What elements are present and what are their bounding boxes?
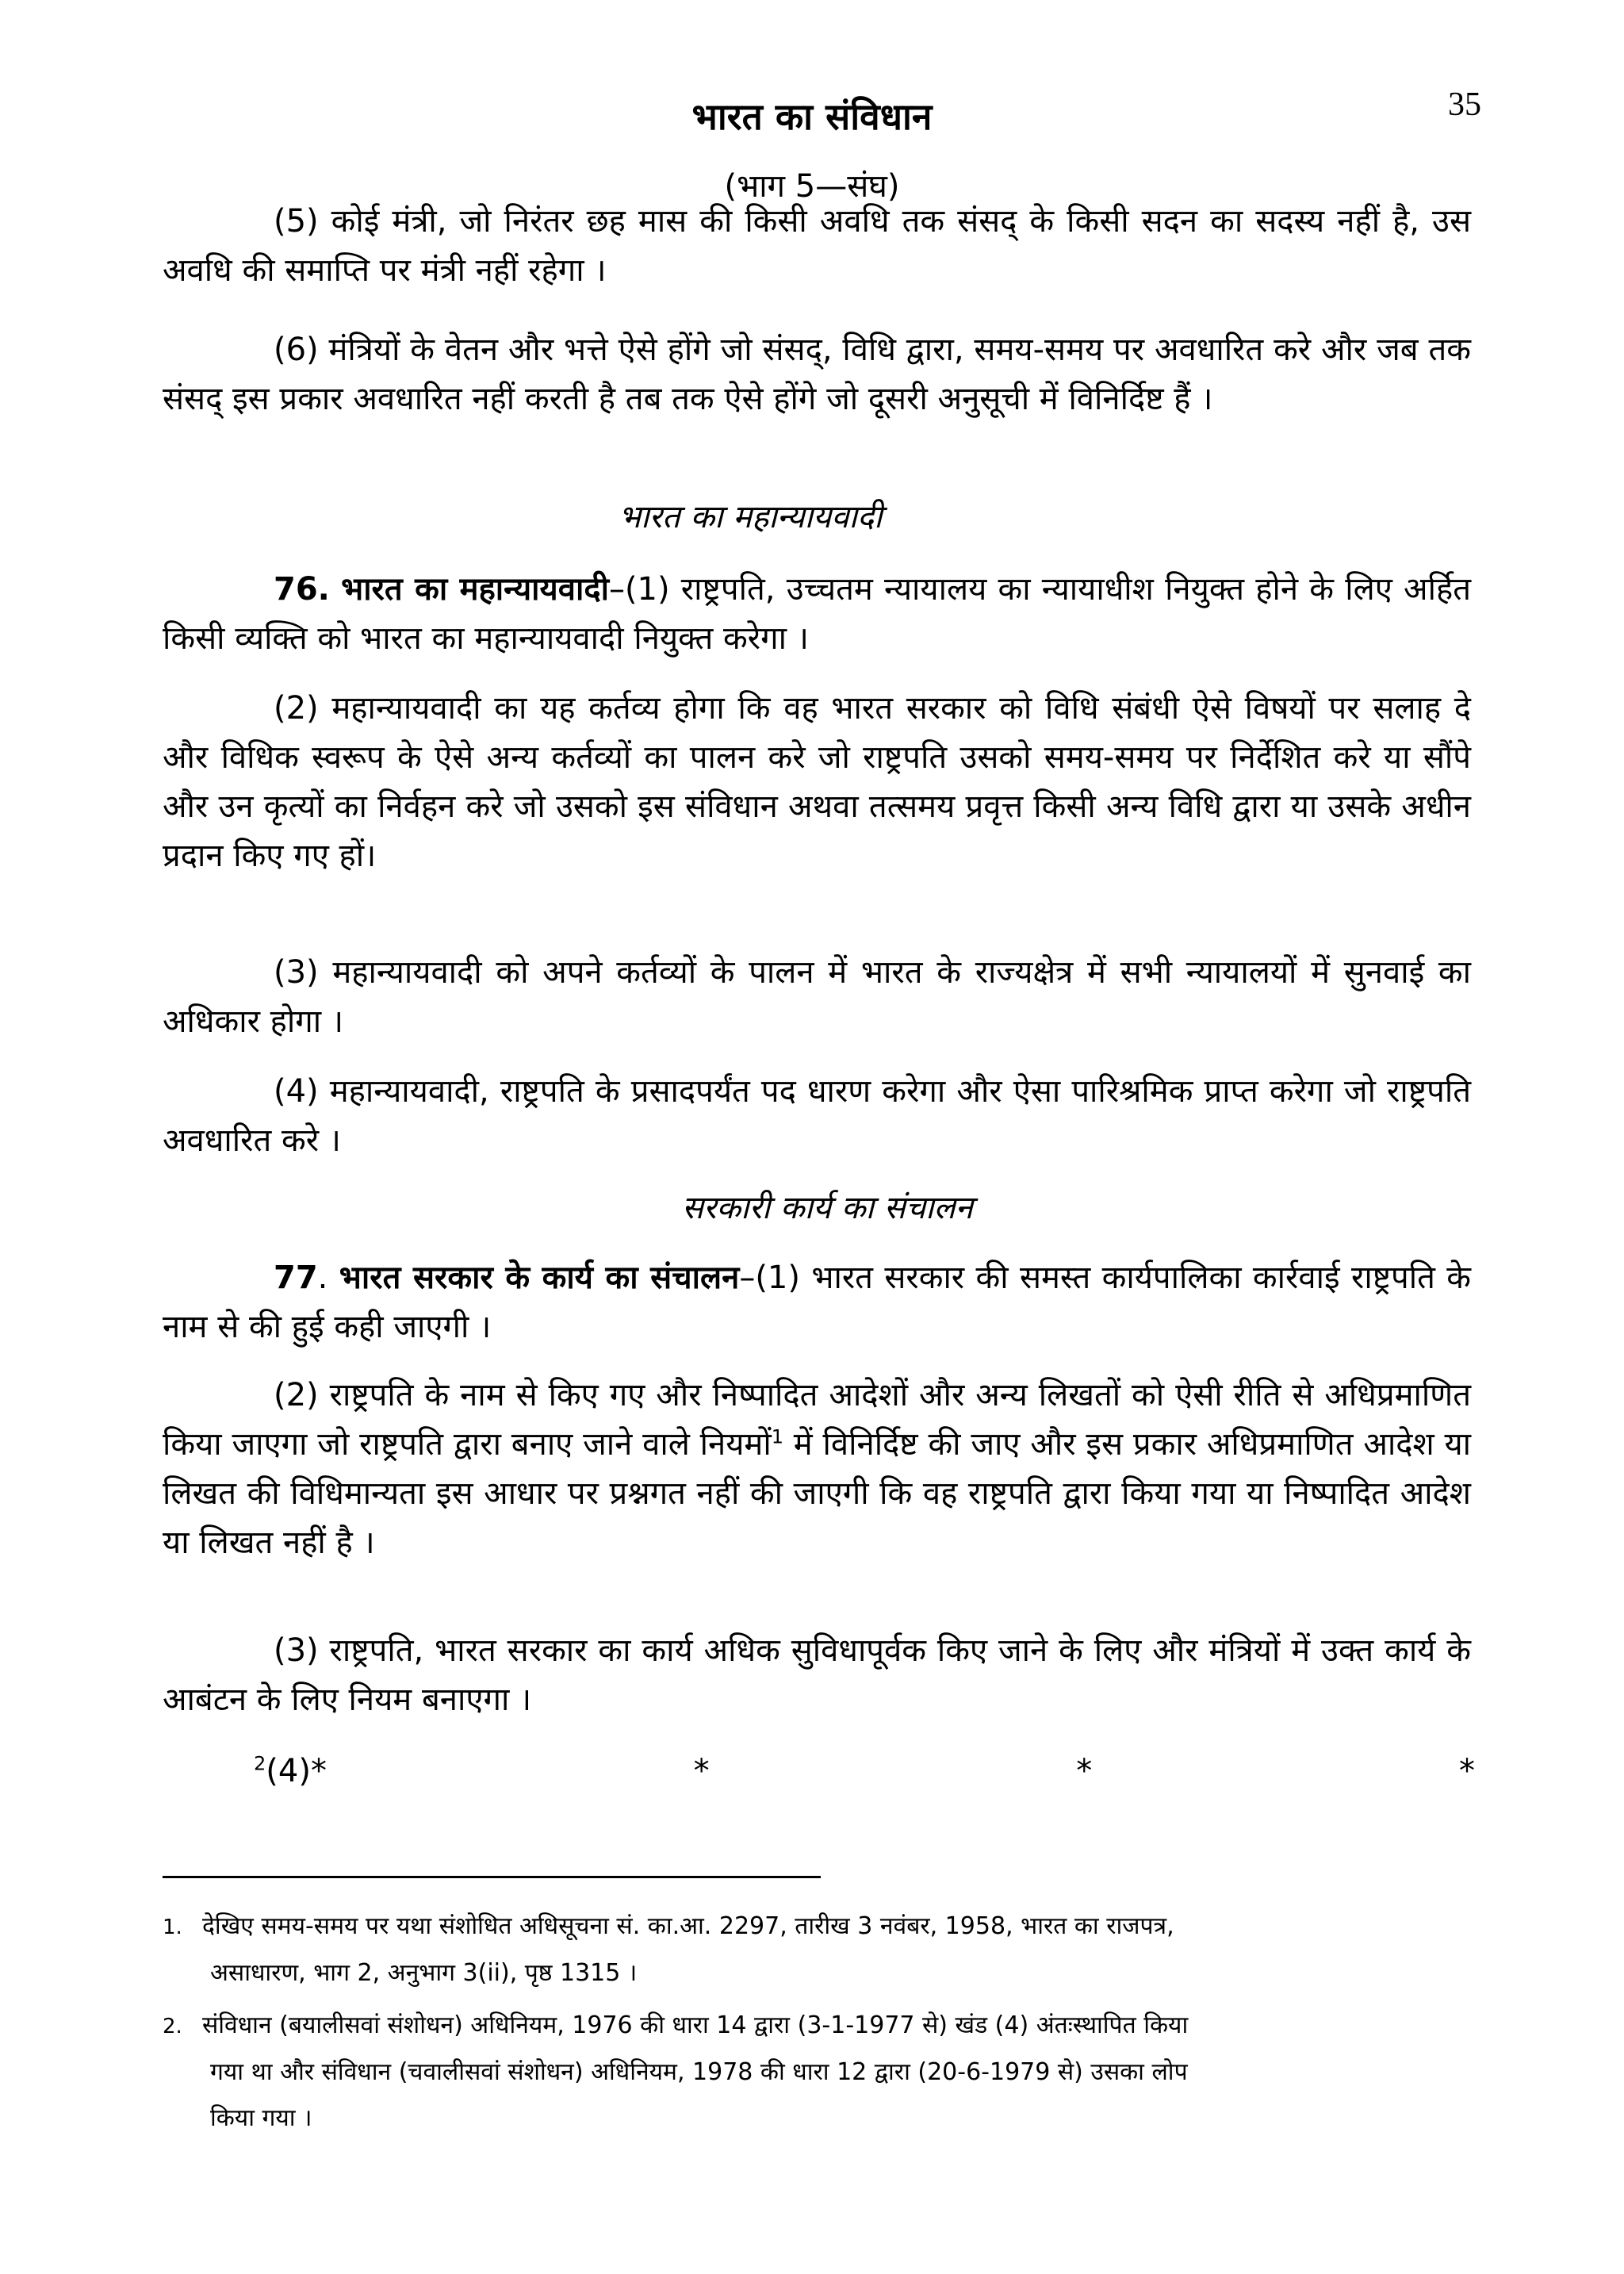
footnote-1-line-1: देखिए समय-समय पर यथा संशोधित अधिसूचना सं. का.आ. 2297, तारीख 3 नवंबर, 1958, भारत का राजपत्र, [202,1912,1174,1940]
section-77-clause-2-part-a: (2) राष्ट्रपति के नाम से किए गए और निष्पादित आदेशों और अन्य लिखतों को ऐसी रीति से अधिप्रमाणित किया जाएगा जो राष्ट्रपति द्वारा बनाए जाने वाले नियमों [163,1377,1471,1463]
omission-star: * [693,1753,710,1789]
page-title: भारत का संविधान [691,95,933,138]
section-76-clause-1-text: –(1) राष्ट्रपति, उच्चतम न्यायालय का न्यायाधीश नियुक्त होने के लिए अर्हित किसी व्यक्ति को भारत का महान्यायवादी नियुक्त करेगा । [163,571,1471,657]
section-76-clause-2: (2) महान्यायवादी का यह कर्तव्य होगा कि वह भारत सरकार को विधि संबंधी ऐसे विषयों पर सलाह दे और विधिक स्वरूप के ऐसे अन्य कर्तव्यों का पालन करे जो राष्ट्रपति उसको समय-समय पर निर्देशित करे या सौंपे और उन कृत्यों का निर्वहन करे जो उसको इस संविधान अथवा तत्समय प्रवृत्त किसी अन्य विधि द्वारा या उसके अधीन प्रदान किए गए हों। [163,690,1471,874]
section-76-clause-1 [163,565,1471,663]
omission-star: * [1458,1753,1475,1789]
section-77-clause-1-text: –(1) भारत सरकार की समस्त कार्यपालिका कार्रवाई राष्ट्रपति के नाम से की हुई कही जाएगी । [163,1260,1472,1345]
omitted-clause-label: $^2$(4)* [254,1752,327,1789]
paragraph-75-6: (6) मंत्रियों के वेतन और भत्ते ऐसे होंगे जो संसद्, विधि द्वारा, समय-समय पर अवधारित करे और जब तक संसद् इस प्रकार अवधारित नहीं करती है तब तक ऐसे होंगे जो दूसरी अनुसूची में विनिर्दिष्ट हैं । [163,332,1471,417]
section-heading-77: सरकारी कार्य का संचालन [682,1190,973,1226]
omitted-clause-row [254,1753,1475,1789]
section-77-clause-3: (3) राष्ट्रपति, भारत सरकार का कार्य अधिक सुविधापूर्वक किए जाने के लिए और मंत्रियों में उक्त कार्य के आबंटन के लिए नियम बनाएगा । [163,1632,1471,1718]
omission-star: * [1076,1753,1093,1789]
section-77-clause-2 [163,1371,1471,1567]
page-subtitle: (भाग 5—संघ) [724,168,900,205]
footnote-2-number: 2. [163,2015,182,2038]
section-76-clause-3: (3) महान्यायवादी को अपने कर्तव्यों के पालन में भारत के राज्यक्षेत्र में सभी न्यायालयों में सुनवाई का अधिकार होगा । [163,954,1471,1040]
section-77-number: 77 [274,1260,318,1296]
footnote-2-line-3: किया गया । [210,2104,312,2132]
footnote-ref-1: 1 [771,1425,783,1448]
section-heading-76: भारत का महान्यायवादी [619,499,883,535]
footnote-2-line-1: संविधान (बयालीसवां संशोधन) अधिनियम, 1976 की धारा 14 द्वारा (3-1-1977 से) खंड (4) अंतःस्थापित किया [202,2011,1189,2039]
section-77-clause-2-part-b: में विनिर्दिष्ट की जाए और इस प्रकार अधिप्रमाणित आदेश या लिखत की विधिमान्यता इस आधार पर प्रश्नगत नहीं की जाएगी कि वह राष्ट्रपति द्वारा किया गया या निष्पादित आदेश या लिखत नहीं है । [163,1426,1472,1561]
section-76-clause-4: (4) महान्यायवादी, राष्ट्रपति के प्रसादपर्यंत पद धारण करेगा और ऐसा पारिश्रमिक प्राप्त करेगा जो राष्ट्रपति अवधारित करे । [163,1073,1471,1159]
paragraph-75-5: (5) कोई मंत्री, जो निरंतर छह मास की किसी अवधि तक संसद् के किसी सदन का सदस्य नहीं है, उस अवधि की समाप्ति पर मंत्री नहीं रहेगा । [163,203,1471,289]
footnote-1-line-2: असाधारण, भाग 2, अनुभाग 3(ii), पृष्ठ 1315 । [210,1959,638,1987]
footnote-divider [163,1876,821,1878]
footnote-ref-2: 2 [254,1752,266,1775]
footnote-2-line-2: गया था और संविधान (चवालीसवां संशोधन) अधिनियम, 1978 की धारा 12 द्वारा (20-6-1979 से) उसका लोप [210,2058,1188,2086]
section-76-title: भारत का महान्यायवादी [341,571,609,608]
section-77-title: भारत सरकार के कार्य का संचालन [339,1260,740,1296]
section-77-clause-1 [163,1253,1471,1352]
footnote-1-number: 1. [163,1915,182,1939]
page-number: 35 [1448,86,1481,123]
section-76-number: 76. [274,571,330,608]
section-77-number-dot: . [317,1260,328,1296]
footnote-2 [163,2003,1471,2142]
footnote-1 [163,1904,1471,1996]
